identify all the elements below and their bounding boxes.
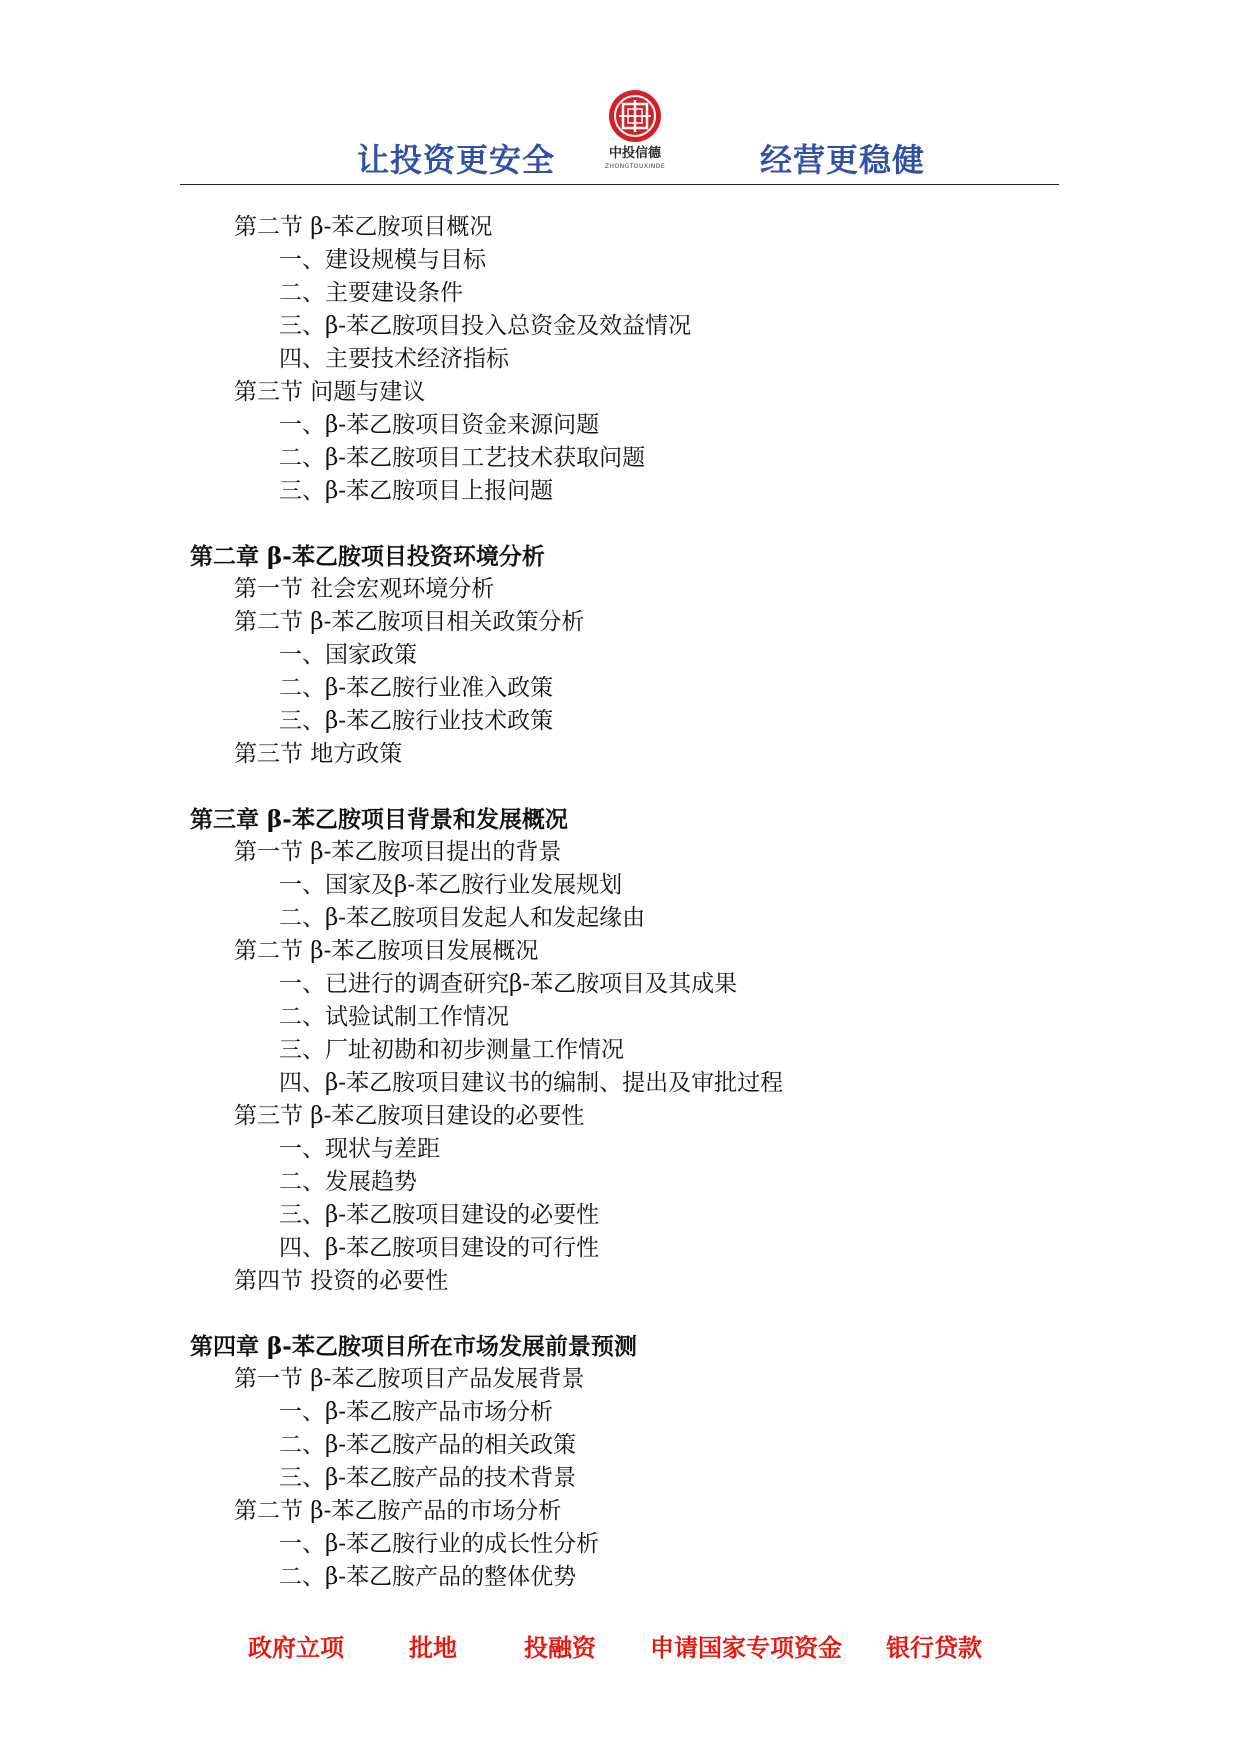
footer-item-land-approval: 批地 xyxy=(409,1634,457,1662)
toc-spacer xyxy=(0,508,1241,540)
footer-item-special-funds: 申请国家专项资金 xyxy=(650,1634,842,1662)
toc-item: 一、β-苯乙胺项目资金来源问题 xyxy=(279,412,600,438)
toc-item: 二、β-苯乙胺行业准入政策 xyxy=(279,675,554,701)
toc-item: 一、国家政策 xyxy=(279,642,417,668)
toc-section: 第四节 投资的必要性 xyxy=(234,1268,449,1294)
toc-item: 二、β-苯乙胺产品的相关政策 xyxy=(279,1432,577,1458)
toc-section: 第一节 β-苯乙胺项目提出的背景 xyxy=(234,839,562,865)
toc-item: 四、β-苯乙胺项目建议书的编制、提出及审批过程 xyxy=(279,1070,784,1096)
toc-item: 三、厂址初勘和初步测量工作情况 xyxy=(279,1037,624,1063)
toc-item: 三、β-苯乙胺项目上报问题 xyxy=(279,478,554,504)
toc-section: 第二节 β-苯乙胺项目发展概况 xyxy=(234,938,539,964)
toc-section: 第一节 社会宏观环境分析 xyxy=(234,576,495,602)
footer-item-project-approval: 政府立项 xyxy=(248,1634,344,1662)
toc-item: 一、现状与差距 xyxy=(279,1136,440,1162)
toc-section: 第一节 β-苯乙胺项目产品发展背景 xyxy=(234,1366,585,1392)
toc-item: 四、主要技术经济指标 xyxy=(279,346,509,372)
toc-section: 第二节 β-苯乙胺产品的市场分析 xyxy=(234,1498,562,1524)
toc-spacer xyxy=(0,1298,1241,1330)
toc-item: 二、发展趋势 xyxy=(279,1169,417,1195)
header-divider xyxy=(180,184,1059,185)
toc-item: 三、β-苯乙胺项目建设的必要性 xyxy=(279,1202,600,1228)
toc-item: 一、β-苯乙胺产品市场分析 xyxy=(279,1399,554,1425)
toc-chapter: 第三章 β-苯乙胺项目背景和发展概况 xyxy=(190,806,568,833)
toc-section: 第三节 问题与建议 xyxy=(234,379,426,405)
toc-item: 四、β-苯乙胺项目建设的可行性 xyxy=(279,1235,600,1261)
toc-chapter: 第二章 β-苯乙胺项目投资环境分析 xyxy=(190,543,545,570)
toc-item: 二、β-苯乙胺项目工艺技术获取问题 xyxy=(279,445,646,471)
page-footer xyxy=(0,1628,1241,1668)
red-seal-emblem-icon xyxy=(595,88,675,146)
toc-item: 二、试验试制工作情况 xyxy=(279,1004,509,1030)
toc-section: 第三节 地方政策 xyxy=(234,741,403,767)
toc-item: 二、β-苯乙胺项目发起人和发起缘由 xyxy=(279,905,646,931)
table-of-contents xyxy=(0,211,1241,1594)
logo-subtext: ZHONGTOUXINDE xyxy=(604,163,666,170)
logo-wordmark: 中投信德 xyxy=(608,146,661,161)
toc-spacer xyxy=(0,771,1241,803)
footer-item-financing: 投融资 xyxy=(524,1634,596,1662)
toc-section: 第三节 β-苯乙胺项目建设的必要性 xyxy=(234,1103,585,1129)
toc-item: 二、主要建设条件 xyxy=(279,280,463,306)
toc-item: 二、β-苯乙胺产品的整体优势 xyxy=(279,1564,577,1590)
toc-item: 一、β-苯乙胺行业的成长性分析 xyxy=(279,1531,600,1557)
toc-item: 三、β-苯乙胺产品的技术背景 xyxy=(279,1465,577,1491)
toc-item: 三、β-苯乙胺行业技术政策 xyxy=(279,708,554,734)
toc-item: 一、国家及β-苯乙胺行业发展规划 xyxy=(279,872,623,898)
header-slogan-left: 让投资更安全 xyxy=(357,141,556,179)
page-header xyxy=(0,0,1241,190)
toc-section: 第二节 β-苯乙胺项目相关政策分析 xyxy=(234,609,585,635)
toc-section: 第二节 β-苯乙胺项目概况 xyxy=(234,214,493,240)
toc-chapter: 第四章 β-苯乙胺项目所在市场发展前景预测 xyxy=(190,1333,637,1360)
footer-item-bank-loan: 银行贷款 xyxy=(886,1634,982,1662)
toc-item: 一、已进行的调查研究β-苯乙胺项目及其成果 xyxy=(279,971,738,997)
header-slogan-right: 经营更稳健 xyxy=(760,141,926,179)
toc-item: 三、β-苯乙胺项目投入总资金及效益情况 xyxy=(279,313,692,339)
company-logo xyxy=(595,88,675,183)
toc-item: 一、建设规模与目标 xyxy=(279,247,486,273)
